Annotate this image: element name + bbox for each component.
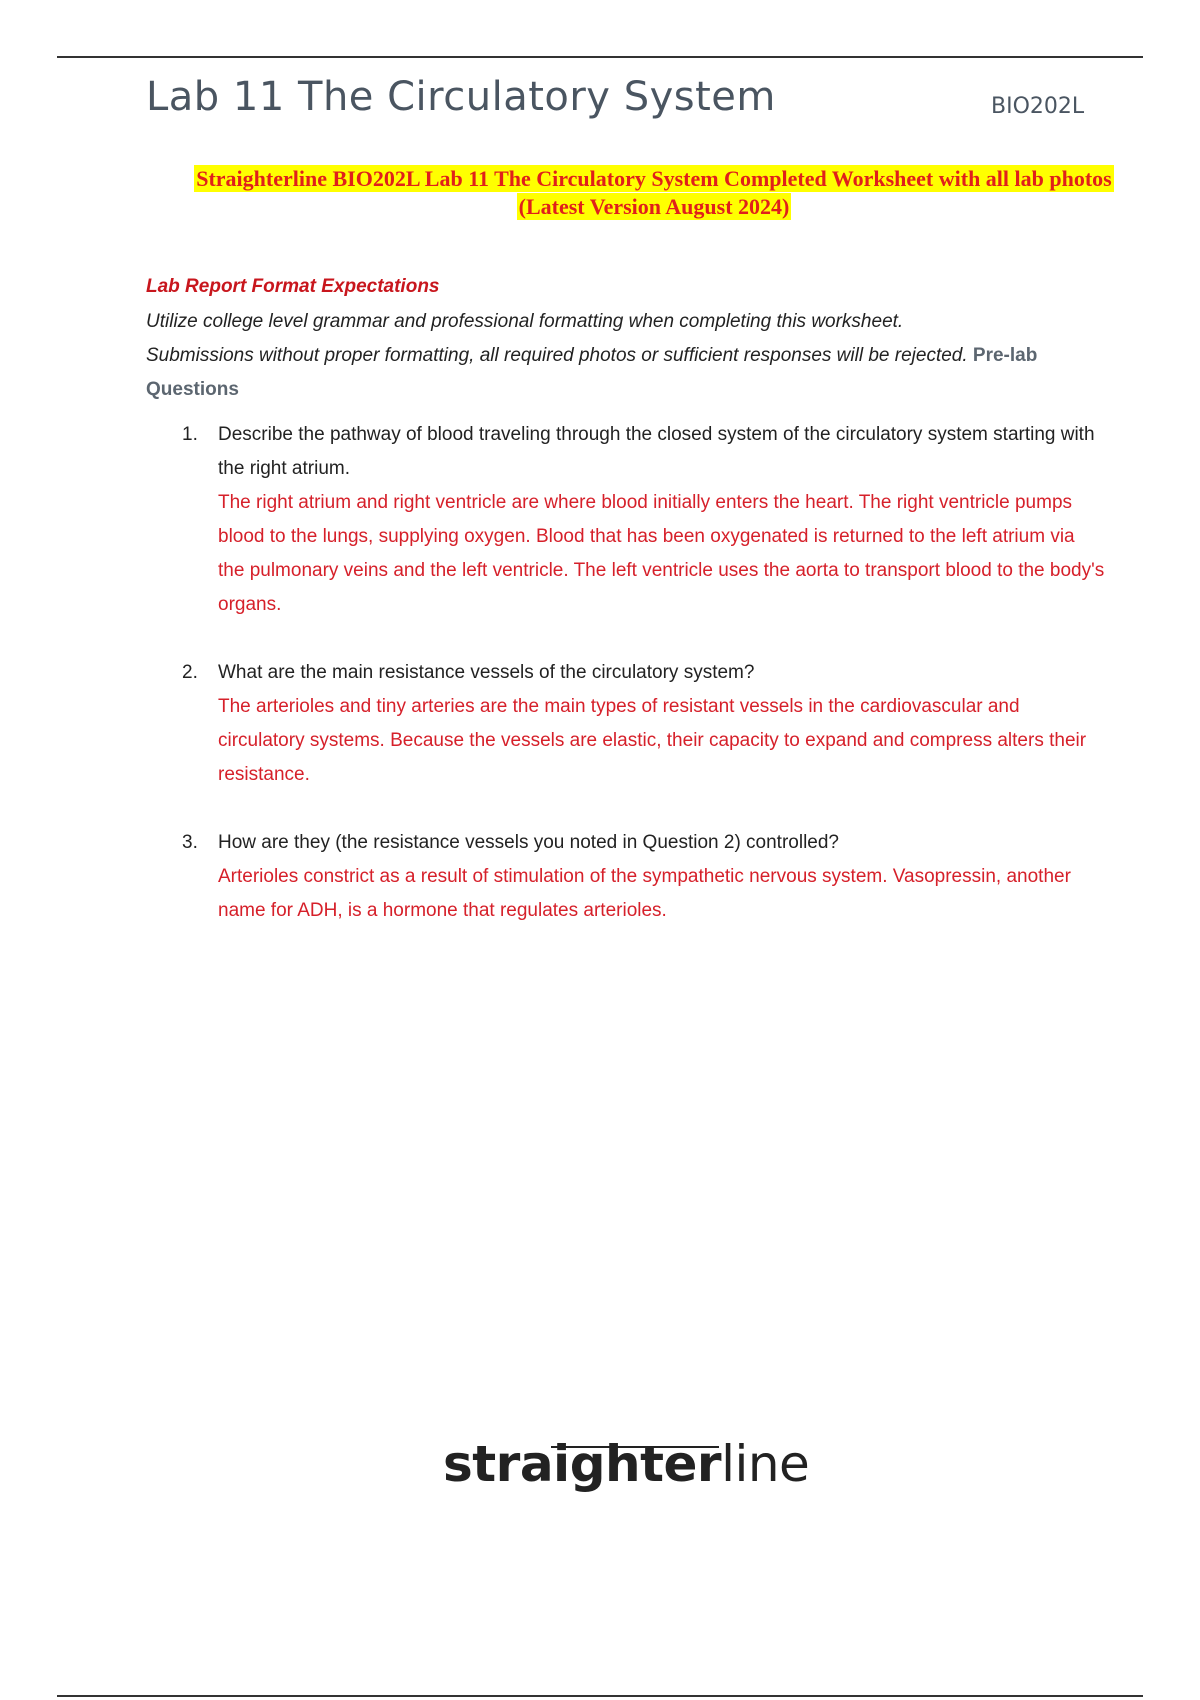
question-text: How are they (the resistance vessels you noted in Question 2) controlled? — [218, 832, 839, 853]
top-rule — [57, 56, 1143, 58]
question-number: 1. — [182, 424, 198, 445]
format-line-2: Submissions without proper formatting, all required photos or sufficient responses will be rejected. — [146, 345, 968, 366]
question-number: 3. — [182, 832, 198, 853]
question-text: Describe the pathway of blood traveling through the closed system of the circulatory system starting with the right atrium. — [218, 424, 1095, 479]
banner-line-1: Straighterline BIO202L Lab 11 The Circulatory System Completed Worksheet with all lab photos — [196, 166, 1112, 191]
straighterline-logo — [443, 1435, 809, 1493]
highlighted-banner — [146, 165, 1162, 221]
answer-text: The right atrium and right ventricle are where blood initially enters the heart. The right ventricle pumps blood to the lungs, supplying oxygen. Blood that has been oxygenated is returned to the left atrium via the pulmonary veins and the left ventricle. The left ventricle uses the aorta to transport blood to the body's organs. — [218, 492, 1105, 615]
answer-text: Arterioles constrict as a result of stimulation of the sympathetic nervous system. Vasopressin, another name for ADH, is a hormone that regulates arterioles. — [218, 866, 1071, 921]
logo-light-part: line — [721, 1435, 810, 1493]
banner-line-2: (Latest Version August 2024) — [518, 194, 790, 219]
question-number: 2. — [182, 662, 198, 683]
question-text: What are the main resistance vessels of the circulatory system? — [218, 662, 755, 683]
question-item — [146, 656, 1106, 792]
question-item — [146, 826, 1106, 928]
answer-text: The arterioles and tiny arteries are the main types of resistant vessels in the cardiovascular and circulatory systems. Because the vessels are elastic, their capacity to expand and compress alters their resistance. — [218, 696, 1087, 785]
format-line-1: Utilize college level grammar and professional formatting when completing this worksheet. — [146, 311, 904, 332]
format-heading: Lab Report Format Expectations — [146, 276, 440, 297]
course-code: BIO202L — [991, 94, 1085, 119]
logo-bold-part: straighter — [443, 1435, 722, 1493]
format-instructions — [146, 305, 1106, 407]
question-item — [146, 418, 1106, 622]
document-title: Lab 11 The Circulatory System — [146, 74, 776, 120]
bottom-rule — [57, 1695, 1143, 1697]
question-list — [146, 418, 1106, 962]
prelab-heading: Pre-lab Questions — [146, 345, 1038, 400]
